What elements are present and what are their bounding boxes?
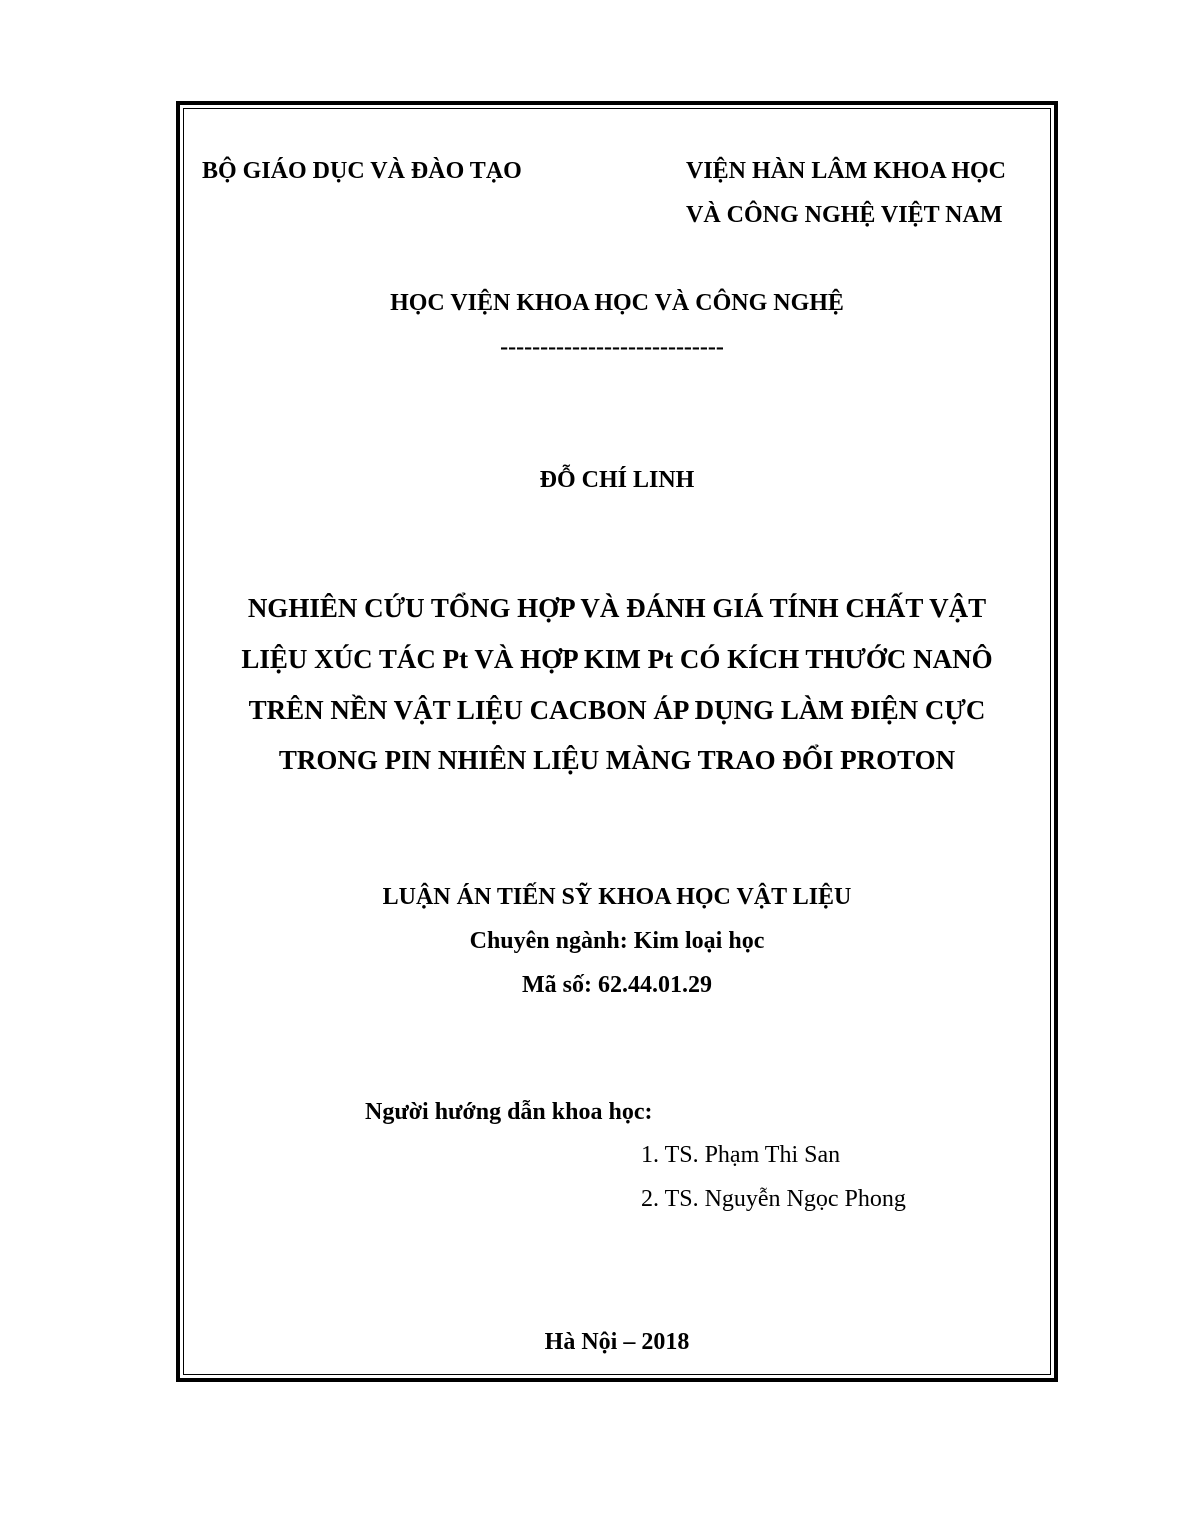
separator-line: ---------------------------- [500, 334, 724, 360]
thesis-title-line-2: LIỆU XÚC TÁC Pt VÀ HỢP KIM Pt CÓ KÍCH THƯỚC NANÔ [241, 644, 993, 674]
ministry-name: BỘ GIÁO DỤC VÀ ĐÀO TẠO [202, 158, 522, 184]
institute-name: HỌC VIỆN KHOA HỌC VÀ CÔNG NGHỆ [390, 290, 844, 316]
supervisor-1: 1. TS. Phạm Thi San [641, 1142, 841, 1168]
supervisor-2: 2. TS. Nguyễn Ngọc Phong [641, 1186, 906, 1212]
thesis-title-line-3: TRÊN NỀN VẬT LIỆU CACBON ÁP DỤNG LÀM ĐIỆN CỰC [248, 695, 986, 725]
author-name: ĐỖ CHÍ LINH [539, 467, 695, 493]
thesis-code: Mã số: 62.44.01.29 [522, 972, 712, 998]
thesis-title-line-1: NGHIÊN CỨU TỔNG HỢP VÀ ĐÁNH GIÁ TÍNH CHẤT VẬT [247, 593, 987, 623]
thesis-type: LUẬN ÁN TIẾN SỸ KHOA HỌC VẬT LIỆU [382, 884, 852, 910]
thesis-specialty: Chuyên ngành: Kim loại học [469, 928, 765, 954]
place-and-year: Hà Nội – 2018 [544, 1329, 690, 1355]
thesis-title-line-4: TRONG PIN NHIÊN LIỆU MÀNG TRAO ĐỔI PROTON [278, 745, 956, 775]
supervisors-label: Người hướng dẫn khoa học: [365, 1099, 653, 1125]
academy-name-line1: VIỆN HÀN LÂM KHOA HỌC [686, 158, 1007, 184]
academy-name-line2: VÀ CÔNG NGHỆ VIỆT NAM [686, 202, 1003, 228]
